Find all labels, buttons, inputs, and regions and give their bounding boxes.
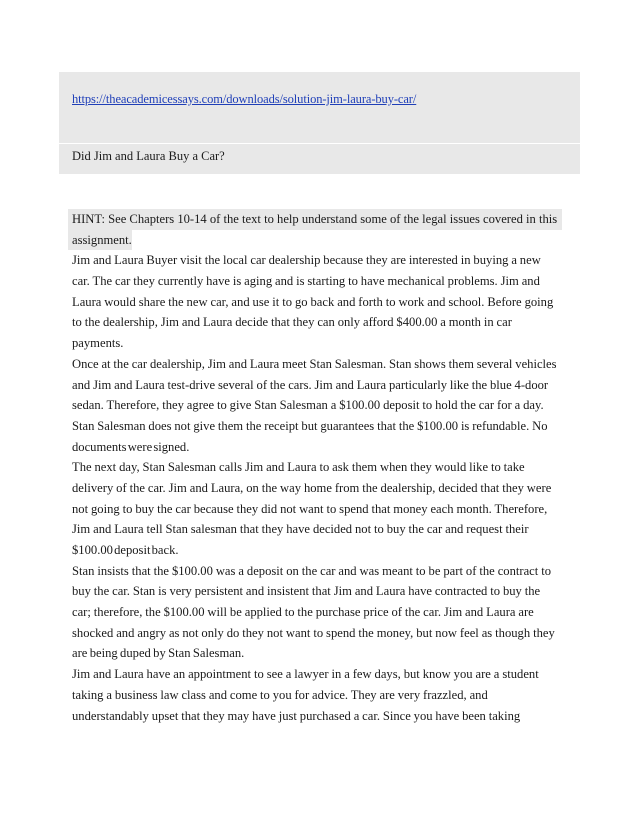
paragraph-line: delivery of the car. Jim and Laura, on the way home from the dealership, decided that they were [72, 480, 552, 495]
paragraph-line: are being duped by Stan Salesman. [72, 646, 245, 661]
paragraph-line: $100.00 deposit back. [72, 543, 179, 557]
paragraph-line: car. The car they currently have is aging and is starting to have mechanical problems. Jim and [72, 274, 540, 289]
paragraph-line: buy the car. Stan is very persistent and insistent that Jim and Laura have contracted to buy the [72, 584, 541, 599]
paragraph-line: and Jim and Laura test-drive several of the cars. Jim and Laura particularly like the blue 4-door [72, 377, 549, 392]
paragraph-line: Jim and Laura Buyer visit the local car dealership because they are interested in buying a new [72, 253, 541, 268]
paragraph-line: Jim and Laura have an appointment to see a lawyer in a few days, but know you are a student [72, 667, 539, 682]
paragraph-line: to the dealership, Jim and Laura decide that they can only afford $400.00 a month in car [72, 315, 512, 330]
paragraph-line: shocked and angry as not only do they not want to spend the money, but now feel as though they [72, 625, 555, 640]
paragraph-line: payments. [72, 336, 124, 351]
paragraph-line: Jim and Laura tell Stan salesman that they have decided not to buy the car and request their [72, 522, 529, 537]
body-text [72, 209, 566, 726]
paragraph-line: understandably upset that they may have just purchased a car. Since you have been taking [72, 708, 521, 723]
document-title: Did Jim and Laura Buy a Car? [72, 149, 225, 163]
source-link[interactable]: https://theacademicessays.com/downloads/solution-jim-laura-buy-car/ [72, 92, 417, 106]
paragraph-line: car; therefore, the $100.00 will be applied to the purchase price of the car. Jim and Laura are [72, 605, 534, 620]
hint-line: HINT: See Chapters 10-14 of the text to help understand some of the legal issues covered in this [68, 209, 562, 230]
paragraph-line: sedan. Therefore, they agree to give Stan Salesman a $100.00 deposit to hold the car for a day. [72, 398, 544, 413]
paragraph-line: Stan Salesman does not give them the receipt but guarantees that the $100.00 is refundable. No [72, 418, 548, 433]
paragraph-line: taking a business law class and come to you for advice. They are very frazzled, and [72, 687, 488, 702]
paragraph-line: Laura would share the new car, and use it to go back and forth to work and school. Before going [72, 294, 554, 309]
hint-line: assignment. [68, 230, 132, 251]
header-box [59, 72, 580, 174]
header-divider [59, 143, 580, 144]
paragraph-line: documents were signed. [72, 439, 190, 454]
paragraph-line: Stan insists that the $100.00 was a deposit on the car and was meant to be part of the contract to [72, 563, 551, 578]
paragraph-line: The next day, Stan Salesman calls Jim and Laura to ask them when they would like to take [72, 460, 525, 475]
paragraph-line: not going to buy the car because they did not want to spend that money each month. Therefore, [72, 501, 548, 516]
paragraph-line: Once at the car dealership, Jim and Laura meet Stan Salesman. Stan shows them several vehicles [72, 356, 557, 371]
